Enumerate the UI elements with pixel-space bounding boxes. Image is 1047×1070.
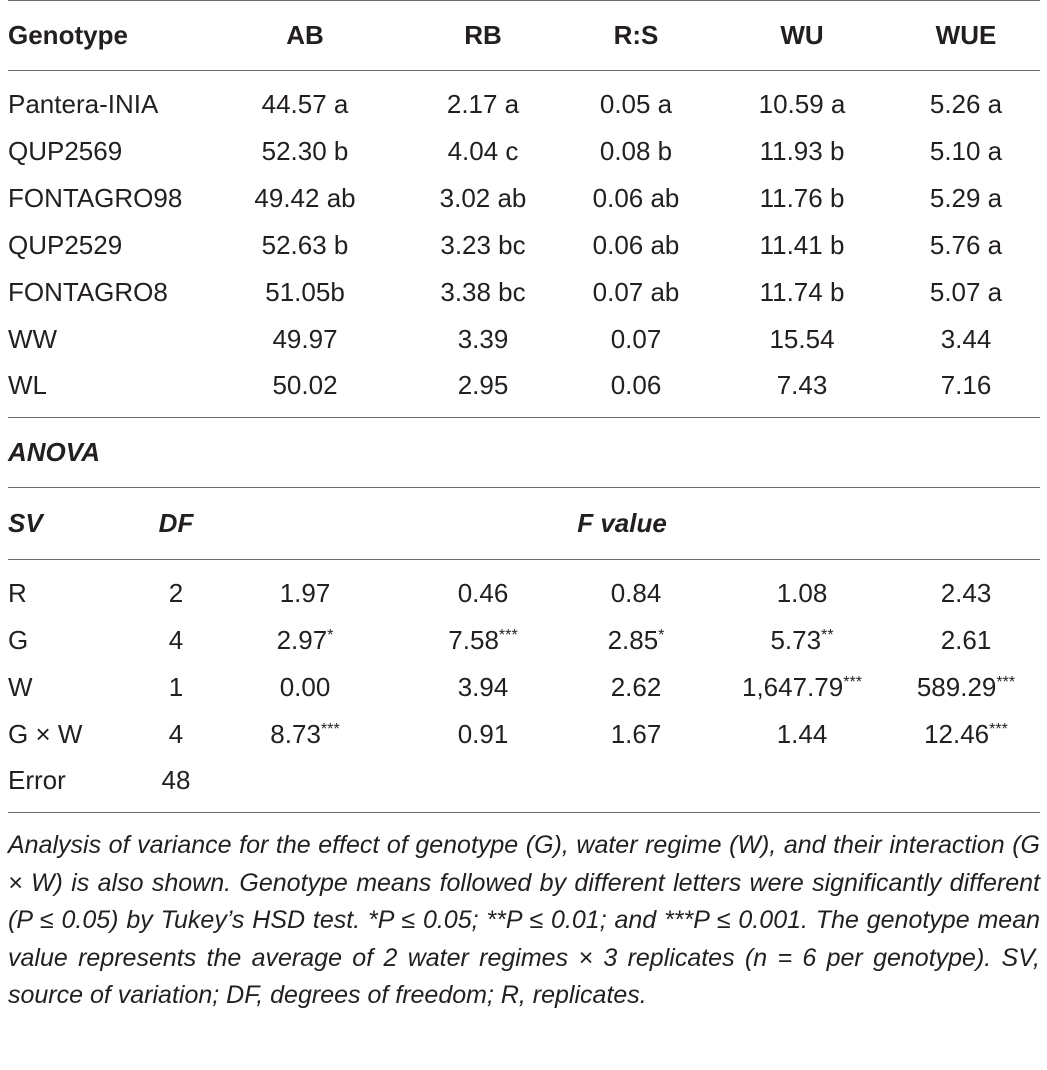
cell-ab: 49.42 ab — [254, 182, 356, 213]
cell-rb: 7.58*** — [448, 624, 518, 655]
anova-row — [8, 711, 1040, 758]
cell-rb: 3.23 bc — [440, 229, 526, 260]
cell-df: 1 — [168, 671, 184, 702]
cell-genotype: WL — [8, 370, 47, 401]
cell-genotype: QUP2569 — [8, 135, 123, 166]
significance-marker: *** — [989, 719, 1008, 738]
cell-ab: 2.97* — [276, 624, 334, 655]
header-sv: SV — [8, 508, 43, 538]
cell-wu: 1.44 — [776, 718, 828, 749]
table-row — [8, 363, 1040, 418]
anova-row — [8, 560, 1040, 617]
cell-rb: 0.46 — [457, 577, 509, 608]
header-rs: R:S — [613, 20, 659, 50]
cell-wue: 5.26 a — [929, 88, 1003, 119]
cell-ab: 52.63 b — [261, 229, 349, 260]
table-row — [8, 269, 1040, 316]
cell-rs: 0.06 — [610, 370, 662, 401]
table-row — [8, 128, 1040, 175]
header-wu: WU — [780, 20, 824, 50]
cell-rs: 0.06 ab — [592, 229, 680, 260]
cell-rs: 1.67 — [610, 718, 662, 749]
header-genotype: Genotype — [8, 20, 128, 50]
cell-ab: 50.02 — [272, 370, 338, 401]
header-wue: WUE — [935, 20, 997, 50]
significance-marker: ** — [821, 625, 834, 644]
cell-wu — [712, 758, 892, 813]
cell-genotype: WW — [8, 323, 58, 354]
cell-ab: 0.00 — [279, 671, 331, 702]
anova-title-row — [8, 418, 1040, 488]
cell-df: 4 — [168, 718, 184, 749]
cell-ab — [204, 758, 406, 813]
cell-genotype: Pantera-INIA — [8, 88, 159, 119]
header-ab: AB — [286, 20, 324, 50]
anova-row — [8, 758, 1040, 813]
cell-rs — [560, 758, 712, 813]
cell-rs: 2.85* — [607, 624, 665, 655]
table-row — [8, 316, 1040, 363]
genotype-means-body — [8, 71, 1040, 813]
header-f-value: F value — [577, 508, 667, 538]
cell-ab: 8.73*** — [270, 718, 340, 749]
table-row — [8, 222, 1040, 269]
cell-wue: 589.29*** — [916, 671, 1016, 702]
cell-sv: W — [8, 671, 33, 702]
cell-wu: 11.41 b — [759, 229, 845, 260]
cell-rs: 0.07 ab — [592, 276, 680, 307]
cell-wu: 15.54 — [769, 323, 835, 354]
cell-wu: 11.74 b — [759, 276, 845, 307]
cell-df: 4 — [168, 624, 184, 655]
cell-rb: 2.95 — [457, 370, 509, 401]
significance-marker: *** — [843, 672, 863, 691]
table-container — [8, 0, 1040, 1015]
table-row — [8, 175, 1040, 222]
anova-title: ANOVA — [8, 437, 100, 467]
cell-rs: 2.62 — [610, 671, 662, 702]
cell-rb: 0.91 — [457, 718, 509, 749]
header-df: DF — [158, 508, 194, 538]
cell-wu: 11.93 b — [759, 135, 845, 166]
significance-marker: *** — [996, 672, 1016, 691]
cell-wue: 3.44 — [940, 323, 992, 354]
anova-header-row — [8, 488, 1040, 560]
cell-rs: 0.05 a — [599, 88, 673, 119]
cell-df: 48 — [161, 765, 191, 796]
cell-rs: 0.08 b — [599, 135, 673, 166]
cell-wu: 1,647.79*** — [742, 671, 863, 702]
cell-rb: 3.94 — [457, 671, 509, 702]
cell-wue — [892, 758, 1040, 813]
cell-wu: 1.08 — [776, 577, 828, 608]
header-rb: RB — [464, 20, 502, 50]
significance-marker: * — [658, 625, 665, 644]
cell-wue: 5.07 a — [929, 276, 1003, 307]
cell-wue: 5.76 a — [929, 229, 1003, 260]
column-header-row — [8, 1, 1040, 71]
cell-ab: 44.57 a — [261, 88, 349, 119]
significance-marker: * — [327, 625, 334, 644]
cell-genotype: FONTAGRO98 — [8, 182, 183, 213]
cell-rb: 3.38 bc — [440, 276, 526, 307]
cell-sv: R — [8, 577, 27, 608]
cell-sv: Error — [8, 765, 66, 796]
cell-rb: 4.04 c — [447, 135, 519, 166]
anova-row — [8, 617, 1040, 664]
cell-wue: 2.43 — [940, 577, 992, 608]
cell-wu: 5.73** — [770, 624, 834, 655]
significance-marker: *** — [320, 719, 340, 738]
cell-rb: 3.39 — [457, 323, 509, 354]
anova-row — [8, 664, 1040, 711]
cell-ab: 51.05b — [265, 276, 345, 307]
cell-wu: 7.43 — [776, 370, 828, 401]
cell-ab: 52.30 b — [261, 135, 349, 166]
table-row — [8, 71, 1040, 128]
cell-ab: 1.97 — [279, 577, 331, 608]
cell-rb: 2.17 a — [446, 88, 520, 119]
cell-sv: G — [8, 624, 29, 655]
cell-rs: 0.06 ab — [592, 182, 680, 213]
cell-genotype: FONTAGRO8 — [8, 276, 168, 307]
cell-wu: 11.76 b — [759, 182, 845, 213]
cell-wue: 12.46*** — [924, 718, 1008, 749]
cell-wue: 5.10 a — [929, 135, 1003, 166]
cell-wue: 2.61 — [940, 624, 992, 655]
table-caption: Analysis of variance for the effect of genotype (G), water regime (W), and their interaction (G × W) is also shown. Genotype means followed by different letters were significantly different (P ≤ 0.05) by Tukey’s HSD test. *P ≤ 0.05; **P ≤ 0.01; and ***P ≤ 0.001. The genotype mean value represents the average of 2 water regimes × 3 replicates (n = 6 per genotype). SV, source of variation; DF, degrees of freedom; R, replicates. — [8, 831, 1040, 1009]
cell-wue: 5.29 a — [929, 182, 1003, 213]
results-table — [8, 0, 1040, 813]
cell-rs: 0.07 — [610, 323, 662, 354]
cell-rb: 3.02 ab — [439, 182, 527, 213]
cell-wue: 7.16 — [940, 370, 992, 401]
significance-marker: *** — [498, 625, 518, 644]
cell-genotype: QUP2529 — [8, 229, 123, 260]
cell-wu: 10.59 a — [758, 88, 846, 119]
cell-df: 2 — [168, 577, 184, 608]
cell-sv: G × W — [8, 718, 83, 749]
cell-rb — [406, 758, 560, 813]
cell-ab: 49.97 — [272, 323, 338, 354]
cell-rs: 0.84 — [610, 577, 662, 608]
